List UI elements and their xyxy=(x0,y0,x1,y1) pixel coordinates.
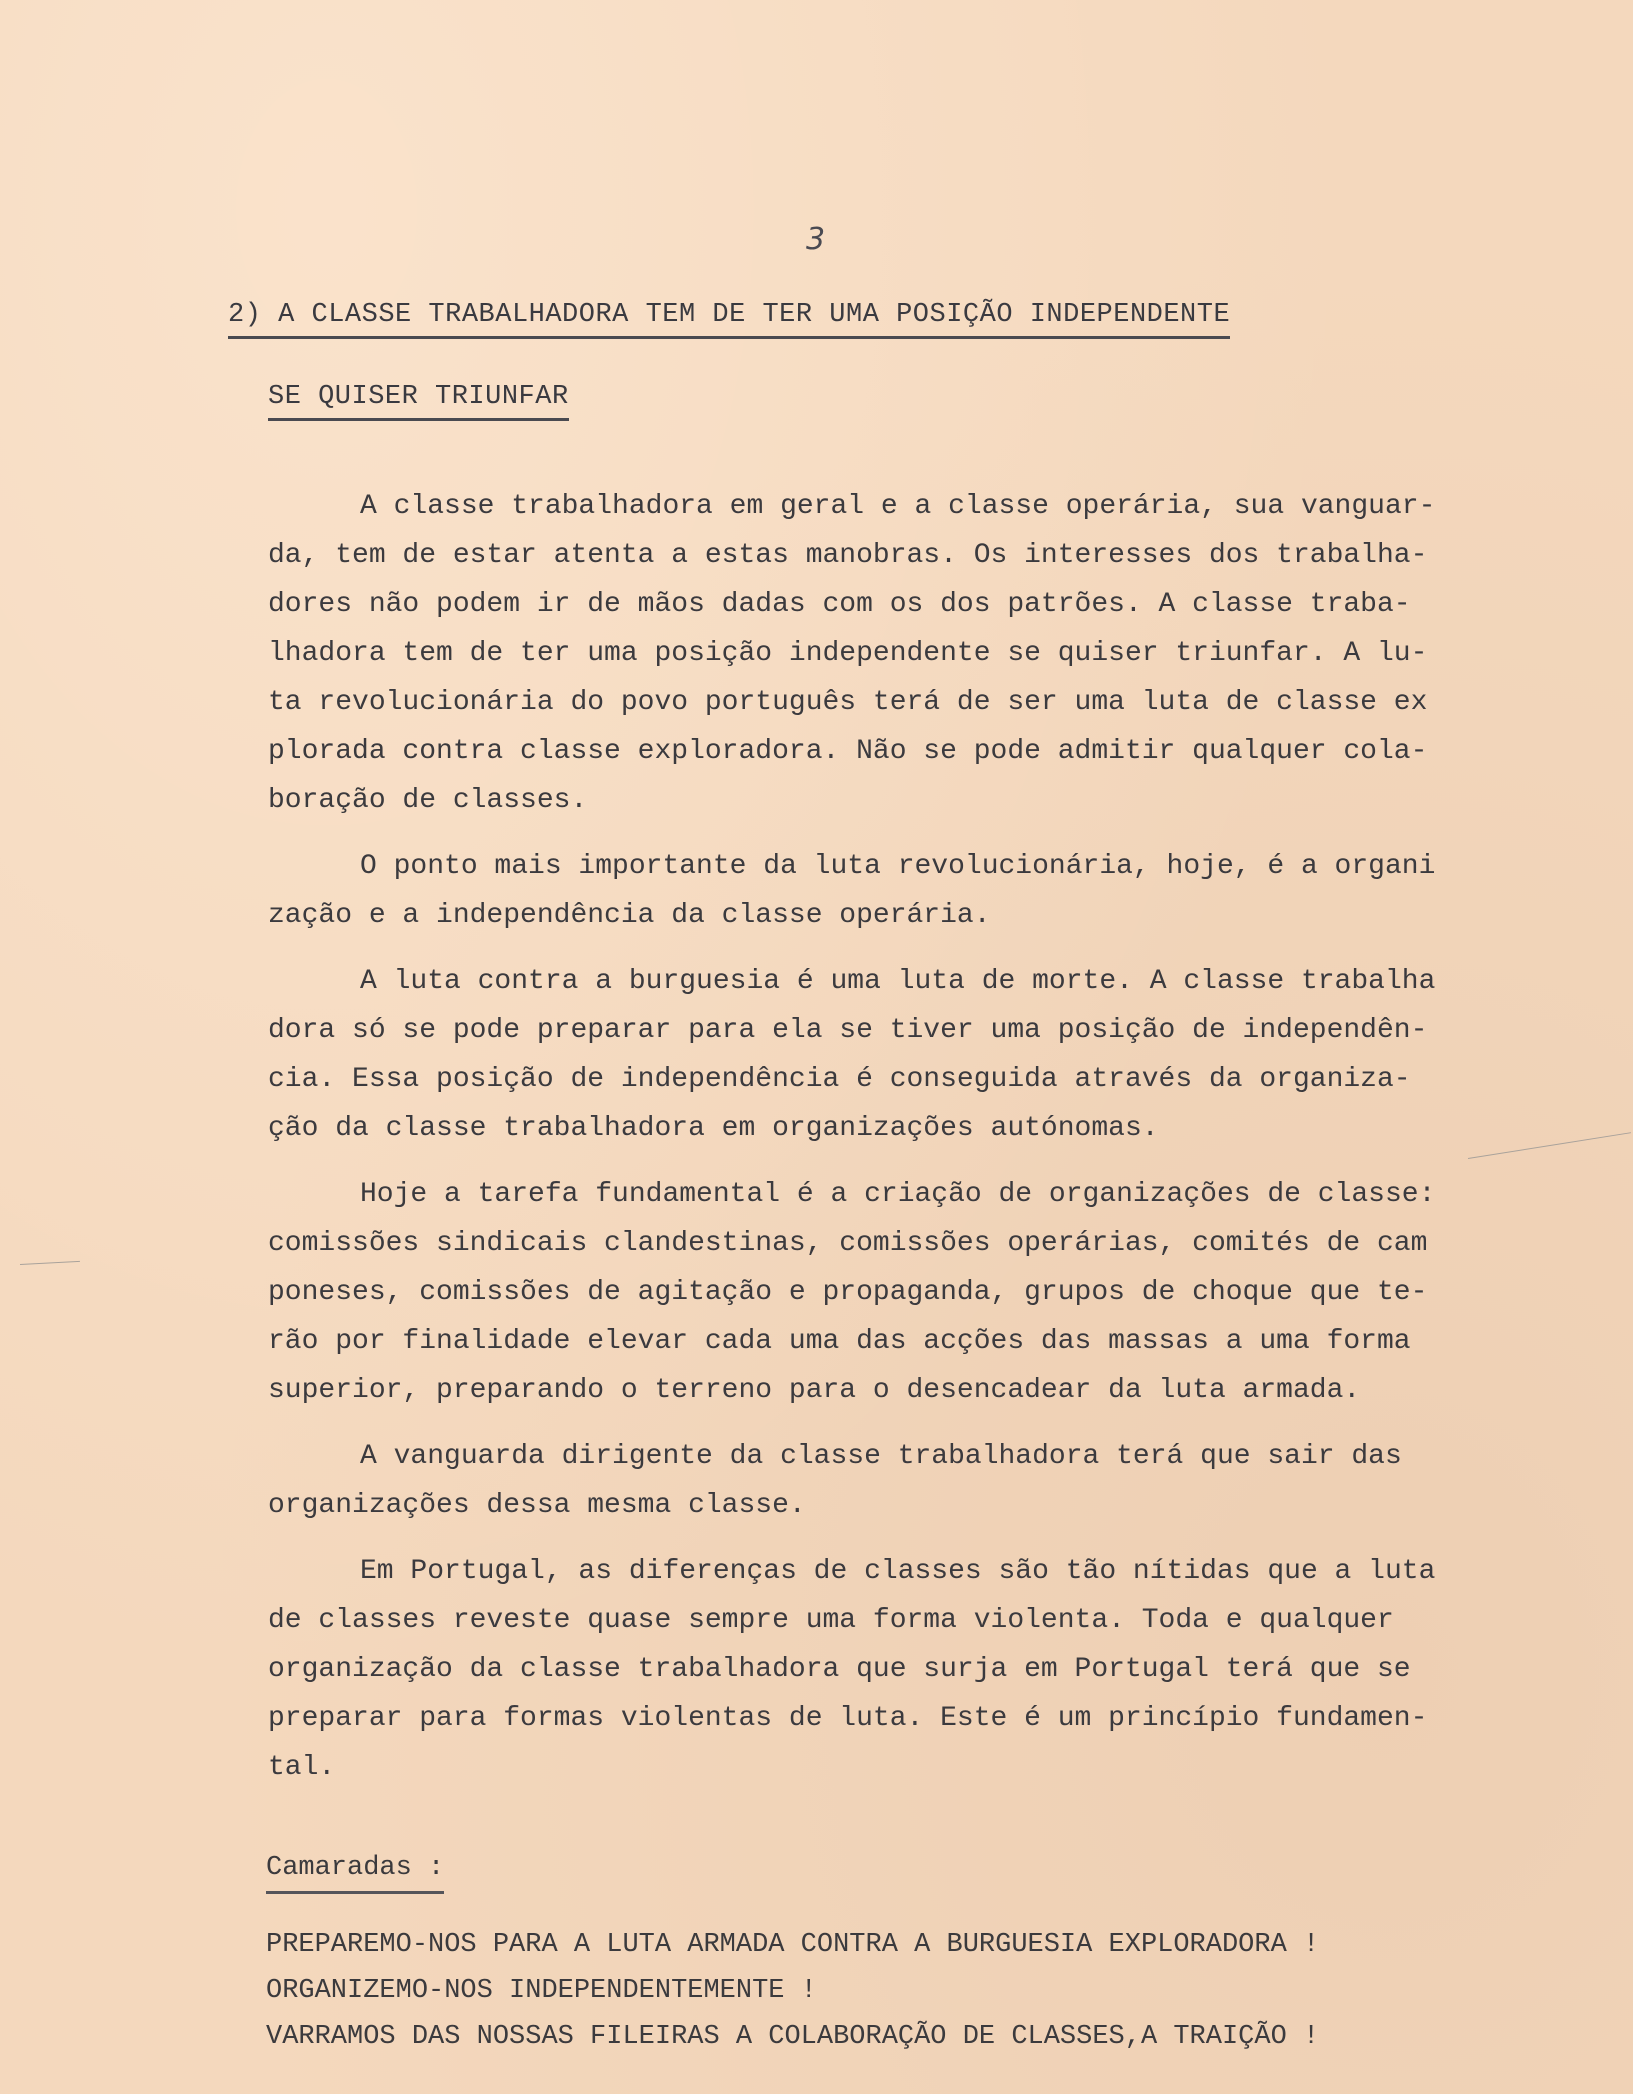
slogan: ORGANIZEMO-NOS INDEPENDENTEMENTE ! xyxy=(266,1976,817,2006)
text-line: organizações dessa mesma classe. xyxy=(268,1490,806,1521)
text-line: Em Portugal, as diferenças de classes são tão nítidas que a luta xyxy=(360,1556,1436,1587)
slogan: PREPAREMO-NOS PARA A LUTA ARMADA CONTRA A BURGUESIA EXPLORADORA ! xyxy=(266,1930,1320,1960)
text-line: dora só se pode preparar para ela se tiver uma posição de independên- xyxy=(268,1015,1428,1046)
text-line: superior, preparando o terreno para o desencadear da luta armada. xyxy=(268,1375,1361,1406)
text-line: lhadora tem de ter uma posição independente se quiser triunfar. A lu- xyxy=(268,638,1428,669)
paragraph-4 xyxy=(268,1170,1548,1415)
text-line: de classes reveste quase sempre uma forma violenta. Toda e qualquer xyxy=(268,1605,1394,1636)
section-heading-text-2: SE QUISER TRIUNFAR xyxy=(268,382,569,421)
text-line: ção da classe trabalhadora em organizações autónomas. xyxy=(268,1113,1159,1144)
section-heading-text-1: 2) A CLASSE TRABALHADORA TEM DE TER UMA POSIÇÃO INDEPENDENTE xyxy=(228,300,1230,339)
page-number: 3 xyxy=(806,222,826,257)
text-line: da, tem de estar atenta a estas manobras. Os interesses dos trabalha- xyxy=(268,540,1428,571)
text-line: A vanguarda dirigente da classe trabalhadora terá que sair das xyxy=(360,1441,1402,1472)
paragraph-2 xyxy=(268,842,1548,940)
pen-mark xyxy=(20,1261,80,1265)
paragraph-1 xyxy=(268,482,1548,825)
paragraph-3 xyxy=(268,957,1548,1153)
text-line: organização da classe trabalhadora que surja em Portugal terá que se xyxy=(268,1654,1411,1685)
salutation xyxy=(266,1853,444,1894)
text-line: dores não podem ir de mãos dadas com os dos patrões. A classe traba- xyxy=(268,589,1411,620)
text-line: tal. xyxy=(268,1752,336,1783)
section-heading-line-1 xyxy=(228,300,1230,339)
section-heading-line-2 xyxy=(268,382,569,421)
text-line: boração de classes. xyxy=(268,785,588,816)
text-line: Hoje a tarefa fundamental é a criação de organizações de classe: xyxy=(360,1179,1436,1210)
paragraph-6 xyxy=(268,1547,1548,1792)
text-line: A classe trabalhadora em geral e a classe operária, sua vanguar- xyxy=(360,491,1436,522)
body-text xyxy=(268,482,1548,1809)
text-line: zação e a independência da classe operária. xyxy=(268,900,991,931)
salutation-text: Camaradas : xyxy=(266,1853,444,1894)
text-line: cia. Essa posição de independência é conseguida através da organiza- xyxy=(268,1064,1411,1095)
paragraph-5 xyxy=(268,1432,1548,1530)
text-line: comissões sindicais clandestinas, comissões operárias, comités de cam xyxy=(268,1228,1428,1259)
text-line: O ponto mais importante da luta revolucionária, hoje, é a organi xyxy=(360,851,1436,882)
slogan-list xyxy=(266,1922,1319,2060)
text-line: A luta contra a burguesia é uma luta de morte. A classe trabalha xyxy=(360,966,1436,997)
text-line: plorada contra classe exploradora. Não se pode admitir qualquer cola- xyxy=(268,736,1428,767)
text-line: rão por finalidade elevar cada uma das acções das massas a uma forma xyxy=(268,1326,1411,1357)
text-line: preparar para formas violentas de luta. Este é um princípio fundamen- xyxy=(268,1703,1428,1734)
text-line: poneses, comissões de agitação e propaganda, grupos de choque que te- xyxy=(268,1277,1428,1308)
slogan: VARRAMOS DAS NOSSAS FILEIRAS A COLABORAÇÃO DE CLASSES,A TRAIÇÃO ! xyxy=(266,2022,1320,2052)
text-line: ta revolucionária do povo português terá de ser uma luta de classe ex xyxy=(268,687,1428,718)
